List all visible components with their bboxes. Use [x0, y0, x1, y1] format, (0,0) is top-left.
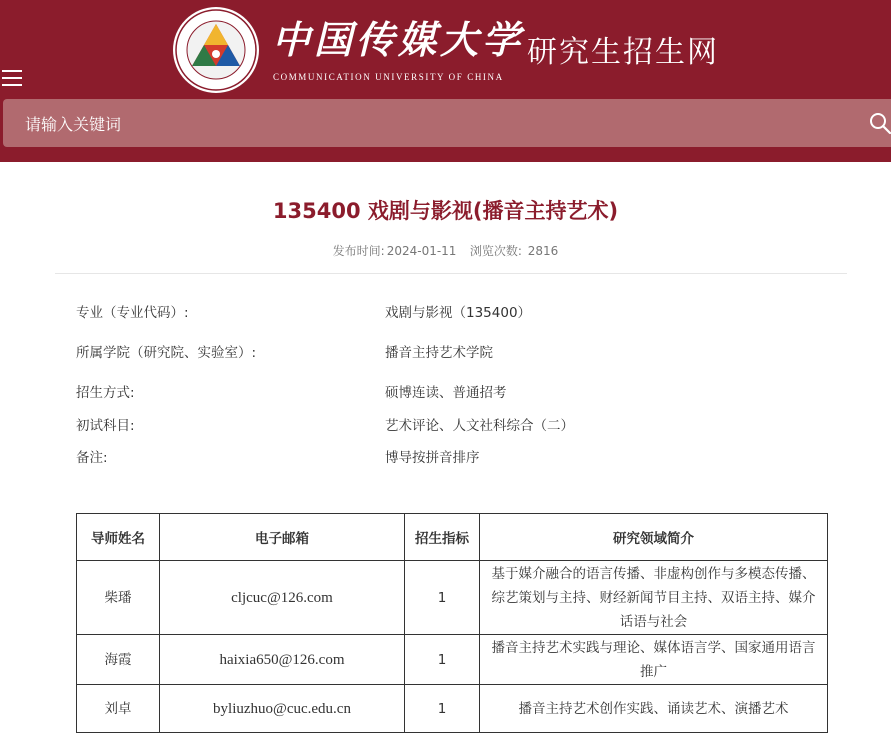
- info-label-remark: 备注:: [76, 450, 108, 466]
- divider: [55, 273, 847, 274]
- publish-label: 发布时间:: [332, 244, 385, 258]
- article-title: 135400 戏剧与影视(播音主持艺术): [272, 199, 619, 223]
- header-email: 电子邮箱: [160, 514, 405, 561]
- advisor-email: haixia650@126.com: [160, 635, 405, 685]
- advisor-quota: 1: [405, 561, 480, 635]
- header-research: 研究领域简介: [480, 514, 828, 561]
- header-name: 导师姓名: [77, 514, 160, 561]
- advisor-email: byliuzhuo@cuc.edu.cn: [160, 685, 405, 733]
- info-label-exam: 初试科目:: [76, 418, 135, 434]
- info-label-college: 所属学院（研究院、实验室）:: [76, 345, 257, 361]
- university-emblem-icon[interactable]: [172, 6, 260, 94]
- advisor-research: 播音主持艺术创作实践、诵读艺术、演播艺术: [480, 685, 828, 733]
- views-label: 浏览次数:: [469, 244, 522, 258]
- logo-english-name: COMMUNICATION UNIVERSITY OF CHINA: [273, 72, 504, 82]
- advisor-name: 柴璠: [77, 561, 160, 635]
- info-value-major: 戏剧与影视（135400）: [385, 305, 532, 321]
- advisor-email: cljcuc@126.com: [160, 561, 405, 635]
- info-label-major: 专业（专业代码）:: [76, 305, 189, 321]
- publish-date: 2024-01-11: [386, 244, 457, 258]
- site-header: [0, 0, 891, 162]
- advisor-research: 播音主持艺术实践与理论、媒体语言学、国家通用语言推广: [480, 635, 828, 685]
- info-value-admission: 硕博连读、普通招考: [385, 385, 507, 401]
- site-title: 研究生招生网: [527, 35, 719, 70]
- search-input[interactable]: [23, 99, 847, 149]
- table-row: [77, 561, 828, 635]
- advisor-name: 海霞: [77, 635, 160, 685]
- table-row: [77, 635, 828, 685]
- search-icon[interactable]: [868, 111, 891, 135]
- advisor-table: [76, 513, 828, 733]
- views-count: 2816: [527, 244, 559, 258]
- header-quota: 招生指标: [405, 514, 480, 561]
- search-bar: [3, 99, 891, 147]
- advisor-research: 基于媒介融合的语言传播、非虚构创作与多模态传播、综艺策划与主持、财经新闻节目主持、双语主持、媒介话语与社会: [480, 561, 828, 635]
- advisor-quota: 1: [405, 685, 480, 733]
- table-row: [77, 685, 828, 733]
- advisor-name: 刘卓: [77, 685, 160, 733]
- info-value-remark: 博导按拼音排序: [385, 450, 480, 466]
- info-value-exam: 艺术评论、人文社科综合（二）: [385, 418, 574, 434]
- advisor-quota: 1: [405, 635, 480, 685]
- article-meta: [0, 242, 891, 260]
- table-header-row: [77, 514, 828, 561]
- logo-chinese-name: 中国传媒大学: [272, 17, 525, 62]
- menu-icon[interactable]: [0, 68, 24, 88]
- info-value-college: 播音主持艺术学院: [385, 345, 493, 361]
- info-label-admission: 招生方式:: [76, 385, 135, 401]
